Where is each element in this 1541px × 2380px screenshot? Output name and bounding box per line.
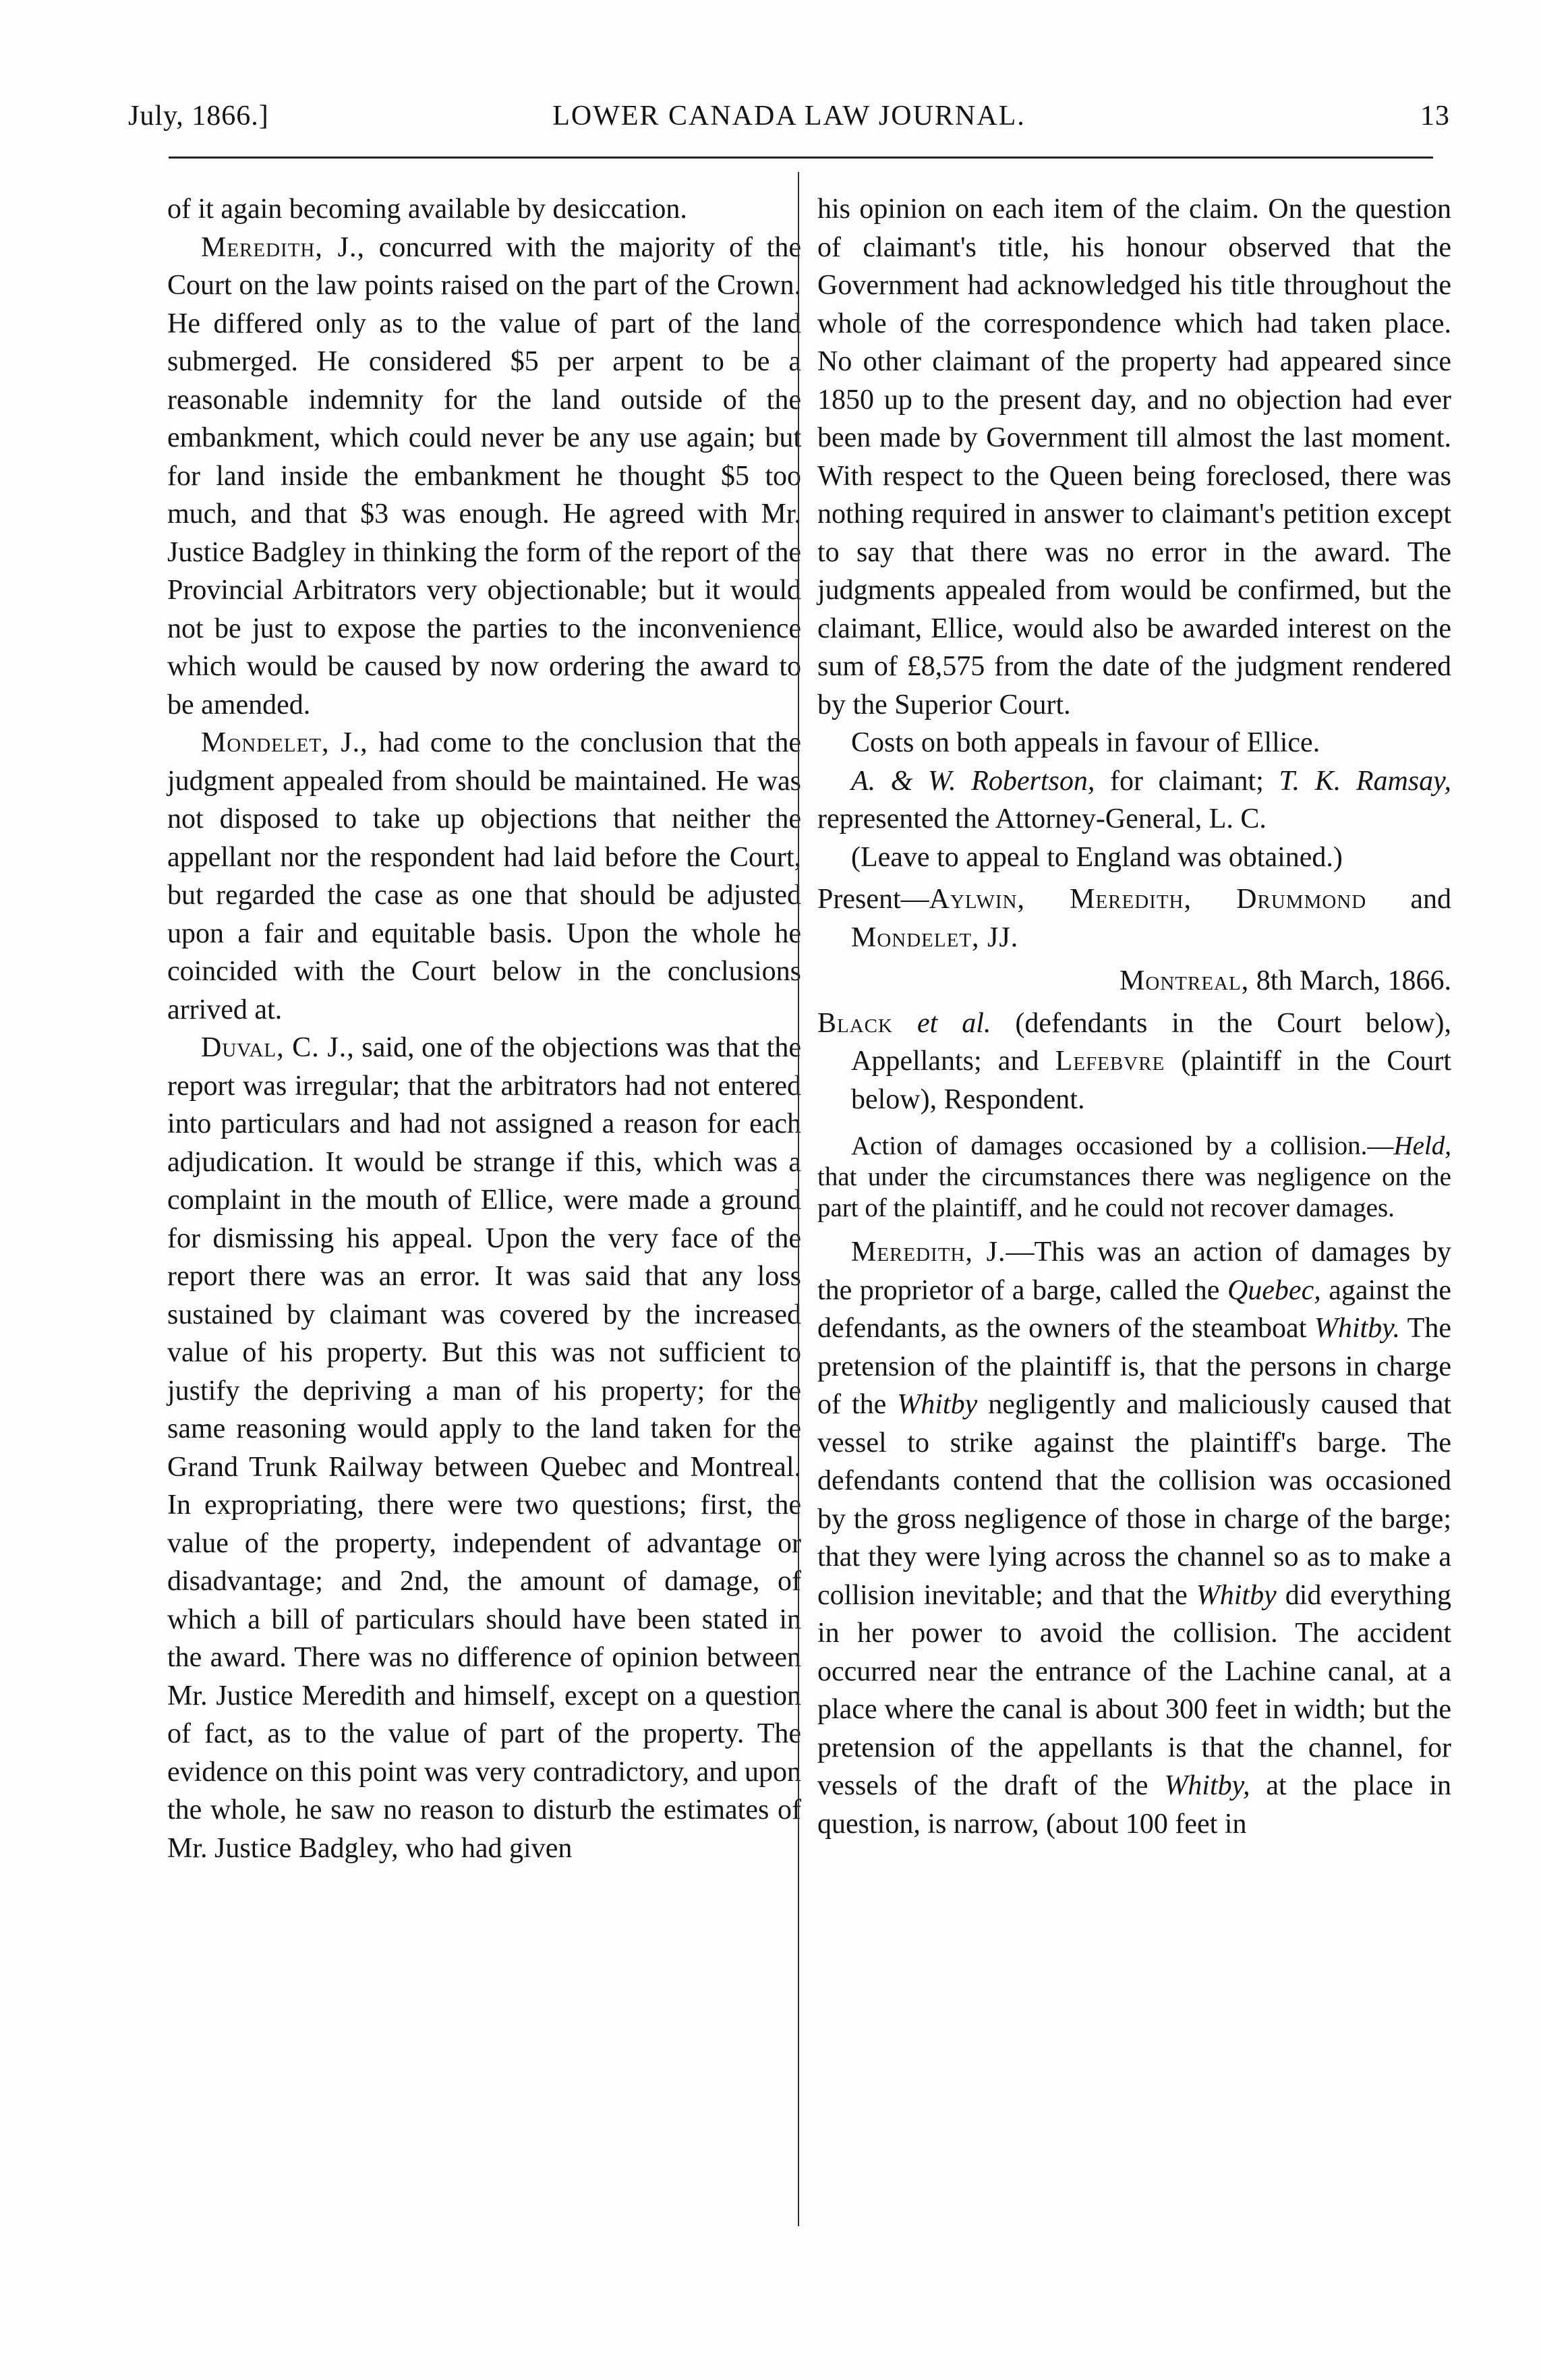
judge-name: Meredith, J. — [851, 1237, 1006, 1268]
opinion-text: negligently and maliciously caused that vessel to strike against the plaintiff's barge. The defendants contend that the collision was occasioned by the gross negligence of those in charge of the barge; that they were lying across the channel so as to make a collision inevitable; and that the — [817, 1389, 1452, 1611]
paragraph-counsel — [817, 762, 1451, 839]
left-column — [167, 190, 801, 1867]
paragraph-continuation: his opinion on each item of the claim. On the question of claimant's title, his honour observed that the Government had acknowledged his title throughout the whole of the correspondence which had taken place. No other claimant of the property had appeared since 1850 up to the present day, and no objection had ever been made by Government till almost the last moment. With respect to the Queen being foreclosed, there was nothing required in answer to claimant's petition except to say that there was no error in the award. The judgments appealed from would be confirmed, but the claimant, Ellice, would also be awarded interest on the sum of £8,575 from the date of the judgment rendered by the Superior Court. — [817, 194, 1451, 720]
column-divider — [798, 172, 799, 2226]
paragraph-meredith — [167, 229, 801, 725]
vessel-name: Whitby — [1196, 1579, 1277, 1611]
vessel-name: Quebec, — [1227, 1274, 1321, 1306]
case-party-respondent: Lefebvre — [1055, 1046, 1165, 1077]
vessel-name: Whitby. — [1314, 1313, 1400, 1344]
counsel-name: T. K. Ramsay, — [1279, 765, 1451, 797]
paragraph-opinion — [817, 1233, 1451, 1843]
judge-name: Meredith, J., — [201, 231, 365, 263]
header-page-number: 13 — [1420, 101, 1450, 132]
paragraph-mondelet — [167, 724, 801, 1029]
counsel-role: for claimant; — [1095, 765, 1279, 797]
header-date: July, 1866.] — [128, 101, 269, 132]
dateline — [817, 962, 1451, 1000]
opinion-text: The pretension of the plaintiff is, that the persons in charge of the — [817, 1313, 1451, 1420]
headnote-text: Action of damages occasioned by a collision.— — [851, 1131, 1394, 1160]
case-etal: et al. — [892, 1007, 991, 1039]
vessel-name: Whitby, — [1164, 1770, 1250, 1801]
present-label: Present— — [817, 884, 929, 915]
paragraph-text: concurred with the majority of the Court on the law points raised on the part of the Crown. He differed only as to the value of part of the land submerged. He considered $5 per arpent to be a reasonable indemnity for the land outside of the embankment, which could never be any use again; but for land inside the embankment he thought $5 too much, and that $3 was enough. He agreed with Mr. Justice Badgley in thinking the form of the report of the Provincial Arbitrators very objectionable; but it would not be just to expose the parties to the inconvenience which would be caused by now ordering the award to be amended. — [167, 231, 802, 720]
case-text: (plaintiff in the Court below), Respondent. — [851, 1046, 1451, 1115]
paragraph-present — [817, 880, 1451, 957]
opinion-text: at the place in question, is narrow, (about 100 feet in — [817, 1770, 1451, 1840]
present-last: Mondelet, JJ. — [851, 922, 1019, 953]
right-column — [817, 190, 1451, 1843]
judge-name: Duval, C. J., — [201, 1032, 355, 1063]
paragraph-leave: (Leave to appeal to England was obtained.) — [851, 841, 1343, 873]
headnote-held: Held, — [1393, 1131, 1451, 1160]
headnote — [817, 1131, 1451, 1224]
opinion-text: against the defendants, as the owners of the steamboat — [817, 1274, 1451, 1344]
headnote-text: that under the circumstances there was negligence on the part of the plaintiff, and he could not recover damages. — [817, 1162, 1451, 1222]
counsel-role: represented the Attorney-General, L. C. — [817, 803, 1267, 834]
paragraph-text: said, one of the objections was that the report was irregular; that the arbitrators had not entered into particulars and had not assigned a reason for each adjudication. It would be strange if this, which was a complaint in the mouth of Ellice, were made a ground for dismissing his appeal. Upon the very face of the report there was an error. It was said that any loss sustained by claimant was covered by the increased value of his property. But this was not sufficient to justify the depriving a man of his property; for the same reasoning would apply to the land taken for the Grand Trunk Railway between Quebec and Montreal. In expropriating, there were two questions; first, the value of the property, independent of advantage or disadvantage; and 2nd, the amount of damage, of which a bill of particulars should have been stated in the award. There was no difference of opinion between Mr. Justice Meredith and himself, except on a question of fact, as to the value of part of the property. The evidence on this point was very contradictory, and upon the whole, he saw no reason to disturb the estimates of Mr. Justice Badgley, who had given — [167, 1032, 801, 1864]
dateline-city: Montreal, — [1120, 965, 1250, 996]
case-text: (defendants in the Court below), Appellants; and — [851, 1007, 1452, 1077]
dateline-date: 8th March, 1866. — [1249, 965, 1451, 996]
paragraph-duval — [167, 1029, 801, 1867]
header-rule — [169, 157, 1433, 159]
header-journal-title: LOWER CANADA LAW JOURNAL. — [552, 101, 1026, 132]
case-party-appellant: Black — [817, 1007, 893, 1039]
case-title — [817, 1004, 1451, 1119]
running-header — [128, 100, 1450, 140]
opinion-text: did everything in her power to avoid the collision. The accident occurred near the entrance of the Lachine canal, at a place where the canal is about 300 feet in width; but the pretension of the appellants is that the channel, for vessels of the draft of the — [817, 1579, 1451, 1801]
judge-name: Mondelet, J., — [201, 727, 368, 758]
paragraph-continuation: of it again becoming available by desiccation. — [167, 194, 687, 225]
opinion-text: —This was an action of damages by the proprietor of a barge, called the — [817, 1237, 1451, 1306]
present-and: and — [1366, 884, 1451, 915]
vessel-name: Whitby — [897, 1389, 978, 1420]
paragraph-costs: Costs on both appeals in favour of Ellice. — [851, 727, 1320, 758]
paragraph-text: had come to the conclusion that the judgment appealed from should be maintained. He was not disposed to take up objections that neither the appellant nor the respondent had laid before the Court, but regarded the case as one that should be adjusted upon a fair and equitable basis. Upon the whole he coincided with the Court below in the conclusions arrived at. — [167, 727, 801, 1025]
present-names: Aylwin, Meredith, Drummond — [929, 884, 1367, 915]
counsel-name: A. & W. Robertson, — [851, 765, 1095, 797]
